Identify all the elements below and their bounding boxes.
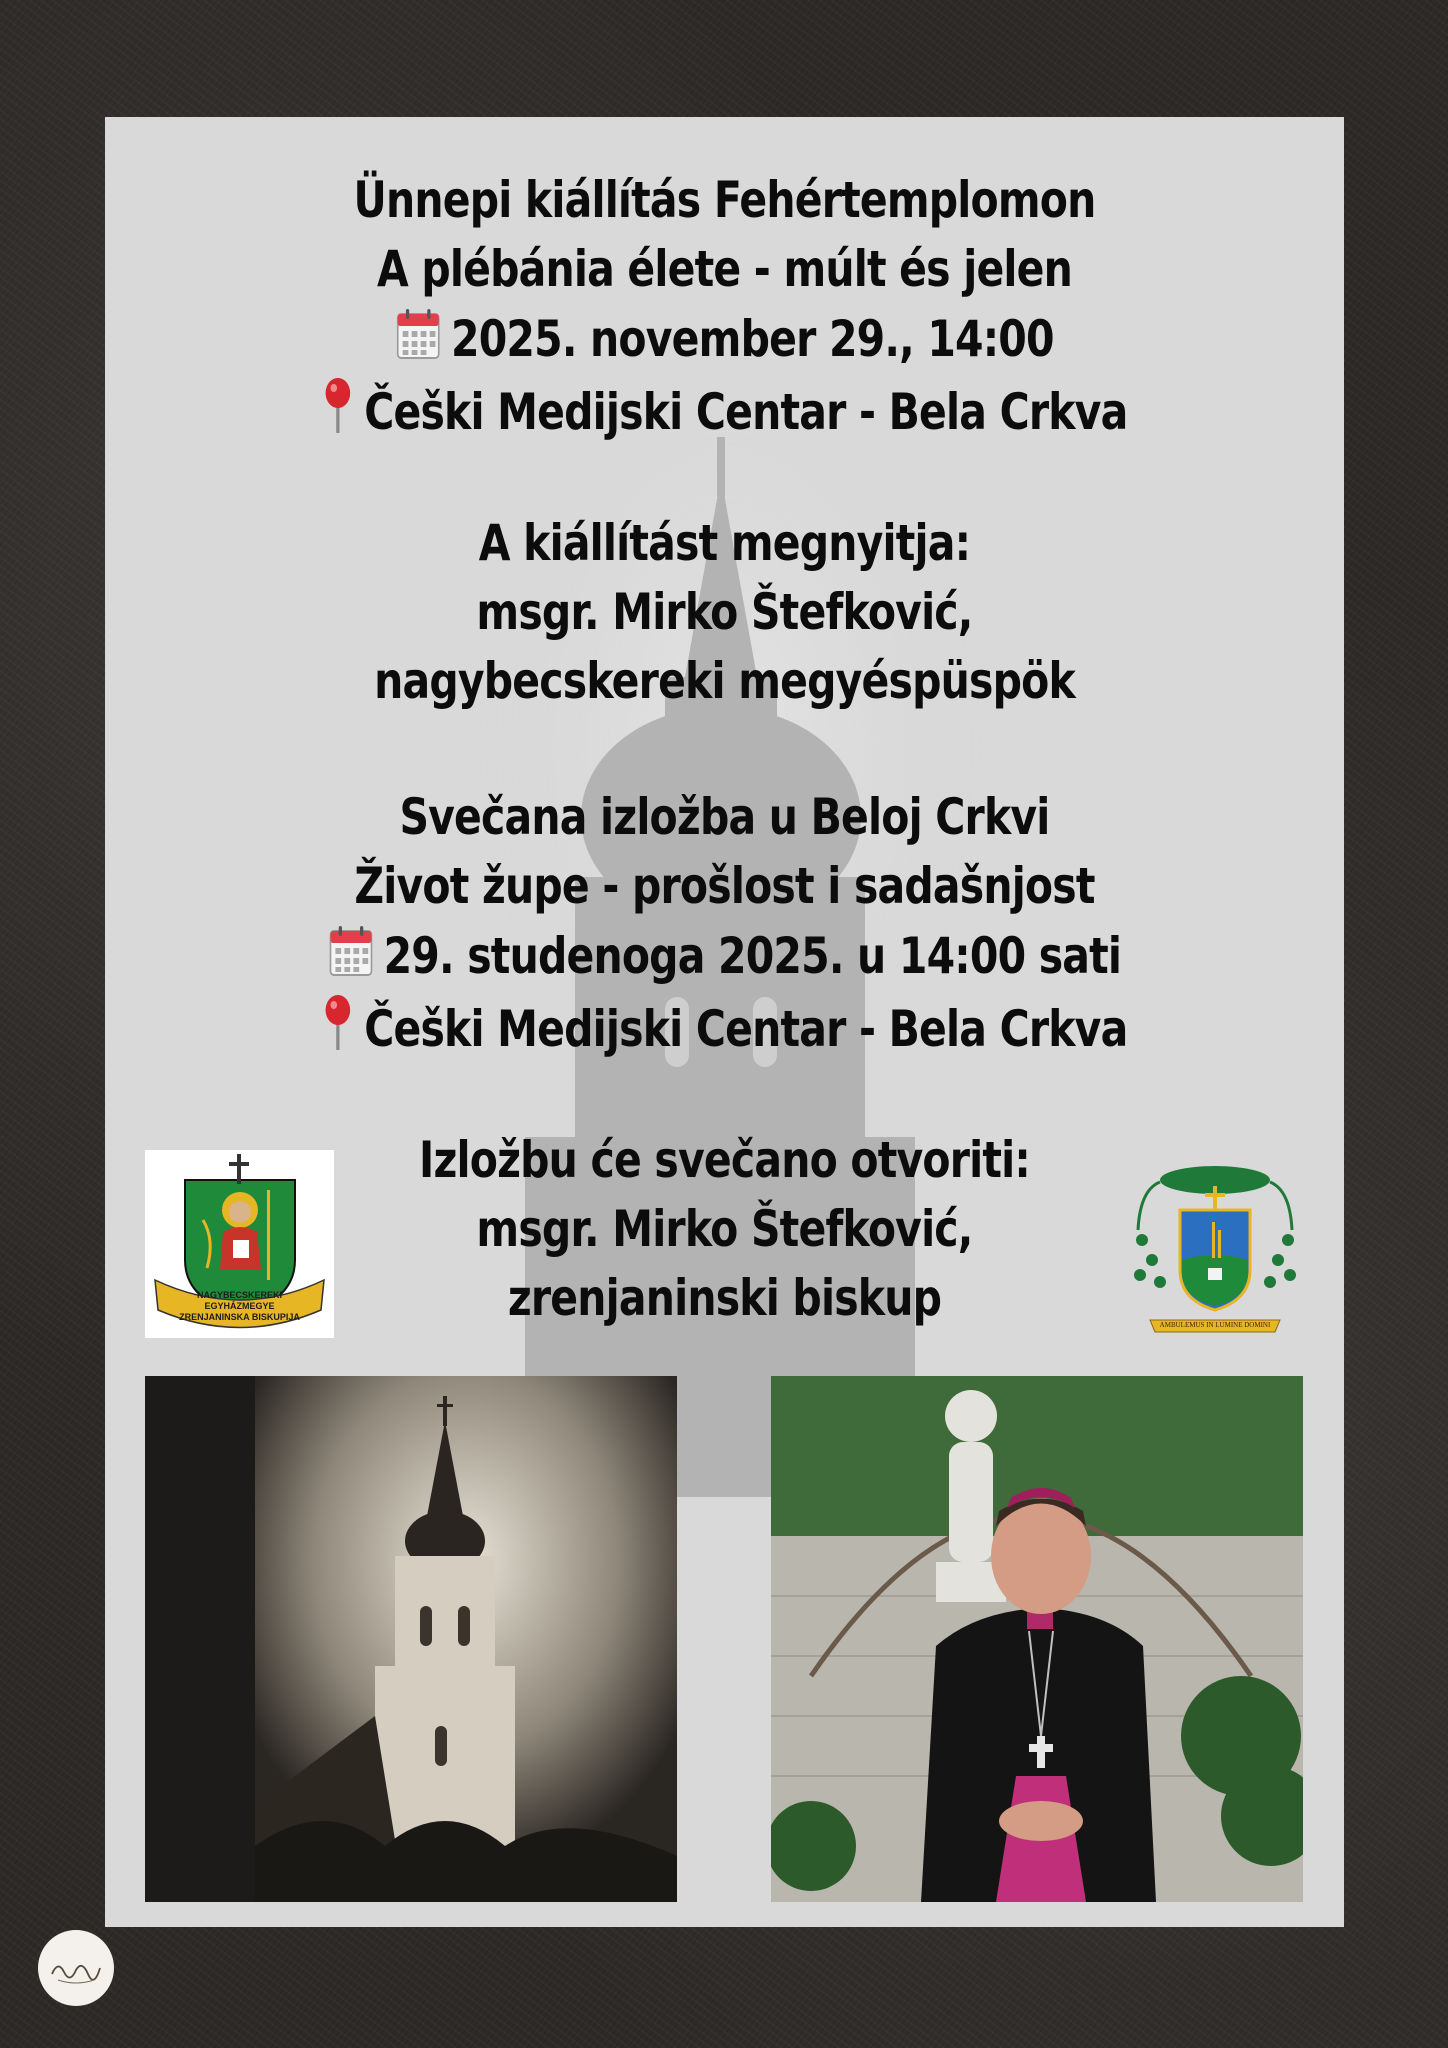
hu-title: Ünnepi kiállítás Fehértemplomon	[353, 171, 1096, 229]
bishop-portrait-photo	[771, 1376, 1303, 1902]
hr-title: Svečana izložba u Beloj Crkvi	[399, 788, 1050, 846]
historic-church-photo	[145, 1376, 677, 1902]
bishop-coat-of-arms	[1130, 1160, 1300, 1340]
hu-subtitle: A plébánia élete - múlt és jelen	[376, 240, 1073, 298]
hr-subtitle: Život župe - prošlost i sadašnjost	[354, 857, 1095, 915]
hu-date: 2025. november 29., 14:00	[451, 310, 1054, 368]
hu-opener-title: nagybecskereki megyéspüspök	[374, 652, 1075, 710]
hu-opener-intro: A kiállítást megnyitja:	[478, 514, 971, 572]
location-pin-icon	[322, 375, 355, 450]
logo-banner-line1: NAGYBECSKEREKI EGYHÁZMEGYE	[196, 1290, 282, 1311]
hr-opener-name: msgr. Mirko Štefković,	[476, 1200, 973, 1258]
hr-date: 29. studenoga 2025. u 14:00 sati	[383, 927, 1122, 985]
hr-opener-title: zrenjaninski biskup	[507, 1269, 942, 1327]
hr-location: Češki Medijski Centar - Bela Crkva	[364, 1000, 1128, 1058]
calendar-icon	[328, 923, 374, 994]
hu-location-line	[217, 375, 1233, 450]
hu-date-line	[217, 306, 1233, 377]
calendar-icon	[395, 306, 441, 377]
diocese-logo	[145, 1150, 334, 1338]
artist-signature-logo	[38, 1930, 114, 2006]
episcopal-arms-icon	[1130, 1160, 1300, 1340]
hr-date-line	[217, 923, 1233, 994]
hu-location: Češki Medijski Centar - Bela Crkva	[364, 383, 1128, 441]
motto-text: AMBULEMUS IN LUMINE DOMINI	[1159, 1321, 1271, 1329]
hu-opener-name: msgr. Mirko Štefković,	[476, 583, 973, 641]
hr-opener-intro: Izložbu će svečano otvoriti:	[419, 1131, 1030, 1189]
location-pin-icon	[322, 992, 355, 1067]
hr-location-line	[217, 992, 1233, 1067]
logo-banner-line2: ZRENJANINSKA BISKUPIJA	[179, 1312, 300, 1322]
